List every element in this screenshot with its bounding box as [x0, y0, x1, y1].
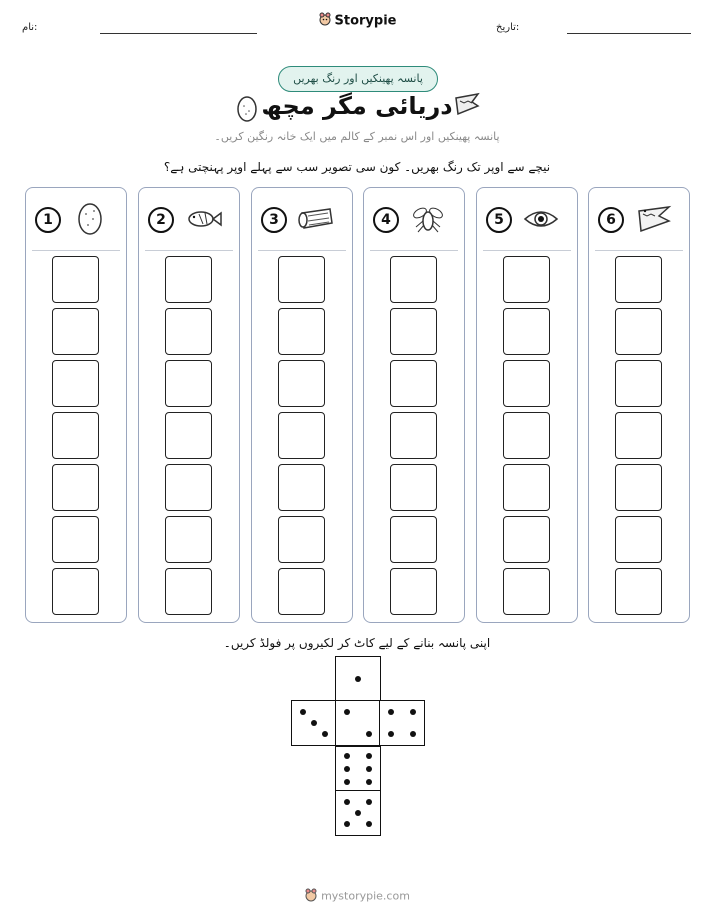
- column-divider: [483, 250, 571, 251]
- die-pip: [366, 731, 372, 737]
- color-box[interactable]: [52, 360, 99, 407]
- footer: [0, 888, 714, 905]
- die-pip: [366, 753, 372, 759]
- color-box[interactable]: [165, 308, 212, 355]
- column-3: [251, 187, 353, 623]
- die-pip: [410, 731, 416, 737]
- color-box[interactable]: [503, 256, 550, 303]
- die-pip: [311, 720, 317, 726]
- color-box[interactable]: [615, 360, 662, 407]
- die-pip: [355, 810, 361, 816]
- color-box[interactable]: [278, 360, 325, 407]
- color-box[interactable]: [52, 308, 99, 355]
- die-pip: [344, 799, 350, 805]
- log-icon: [296, 201, 336, 237]
- column-divider: [370, 250, 458, 251]
- brand-logo: [0, 12, 714, 30]
- die-pip: [344, 709, 350, 715]
- column-2: [138, 187, 240, 623]
- name-label: نام:: [22, 22, 38, 33]
- die-pip: [355, 676, 361, 682]
- die-face: [335, 656, 381, 702]
- color-box[interactable]: [615, 412, 662, 459]
- color-box[interactable]: [278, 308, 325, 355]
- fly-icon: [408, 201, 448, 237]
- color-box[interactable]: [278, 568, 325, 615]
- color-box[interactable]: [52, 256, 99, 303]
- column-divider: [145, 250, 233, 251]
- column-5: [476, 187, 578, 623]
- color-box[interactable]: [52, 568, 99, 615]
- column-4: [363, 187, 465, 623]
- column-number: 6: [598, 207, 624, 233]
- die-pip: [366, 779, 372, 785]
- column-number: 1: [35, 207, 61, 233]
- brand-name: Storypie: [334, 13, 397, 29]
- color-box[interactable]: [165, 360, 212, 407]
- column-number: 3: [261, 207, 287, 233]
- footer-site: mystorypie.com: [321, 889, 410, 903]
- die-pip: [344, 779, 350, 785]
- color-box[interactable]: [503, 360, 550, 407]
- color-box[interactable]: [390, 256, 437, 303]
- color-box[interactable]: [52, 412, 99, 459]
- die-cut-instruction: اپنی پانسہ بنانے کے لیے کاٹ کر لکیروں پر فولڈ کریں۔: [223, 636, 491, 650]
- color-box[interactable]: [615, 568, 662, 615]
- color-box[interactable]: [278, 412, 325, 459]
- column-1: [25, 187, 127, 623]
- color-box[interactable]: [165, 464, 212, 511]
- die-pip: [388, 709, 394, 715]
- page-title: دریائی مگر مچھ: [261, 92, 453, 120]
- die-pip: [388, 731, 394, 737]
- die-pip: [410, 709, 416, 715]
- color-box[interactable]: [165, 412, 212, 459]
- die-pip: [366, 821, 372, 827]
- die-face: [335, 746, 381, 792]
- color-box[interactable]: [278, 464, 325, 511]
- column-6: [588, 187, 690, 623]
- color-box[interactable]: [503, 412, 550, 459]
- color-box[interactable]: [503, 516, 550, 563]
- column-divider: [595, 250, 683, 251]
- date-line[interactable]: [567, 33, 691, 34]
- die-pip: [366, 766, 372, 772]
- die-face: [335, 790, 381, 836]
- die-pip: [344, 821, 350, 827]
- column-number: 5: [486, 207, 512, 233]
- color-box[interactable]: [615, 308, 662, 355]
- crocodile-head-icon: [633, 201, 673, 237]
- color-box[interactable]: [390, 308, 437, 355]
- color-box[interactable]: [615, 464, 662, 511]
- color-box[interactable]: [278, 516, 325, 563]
- color-box[interactable]: [615, 256, 662, 303]
- die-face: [379, 700, 425, 746]
- die-pip: [300, 709, 306, 715]
- color-box[interactable]: [503, 568, 550, 615]
- column-number: 4: [373, 207, 399, 233]
- color-box[interactable]: [52, 516, 99, 563]
- color-box[interactable]: [165, 516, 212, 563]
- storypie-mascot-icon: [304, 888, 318, 905]
- column-number: 2: [148, 207, 174, 233]
- color-box[interactable]: [52, 464, 99, 511]
- color-box[interactable]: [278, 256, 325, 303]
- color-box[interactable]: [390, 412, 437, 459]
- die-face: [335, 700, 381, 746]
- name-line[interactable]: [100, 33, 257, 34]
- color-box[interactable]: [165, 256, 212, 303]
- fish-icon: [183, 201, 223, 237]
- color-box[interactable]: [165, 568, 212, 615]
- color-box[interactable]: [503, 464, 550, 511]
- date-label: تاریخ:: [496, 22, 520, 33]
- color-box[interactable]: [615, 516, 662, 563]
- color-box[interactable]: [390, 360, 437, 407]
- column-divider: [258, 250, 346, 251]
- die-pip: [366, 799, 372, 805]
- color-box[interactable]: [503, 308, 550, 355]
- activity-pill: پانسہ پھینکیں اور رنگ بھریں: [278, 66, 438, 92]
- color-box[interactable]: [390, 568, 437, 615]
- crocodile-head-icon: [452, 90, 482, 124]
- die-pip: [344, 753, 350, 759]
- subtitle: پانسہ پھینکیں اور اس نمبر کے کالم میں ایک خانہ رنگین کریں۔: [214, 130, 500, 143]
- instruction-text: نیچے سے اوپر تک رنگ بھریں۔ کون سی تصویر سب سے پہلے اوپر پہنچتی ہے؟: [163, 160, 551, 174]
- die-pip: [344, 766, 350, 772]
- color-box[interactable]: [390, 516, 437, 563]
- storypie-mascot-icon: [318, 12, 332, 30]
- eye-icon: [521, 201, 561, 237]
- column-divider: [32, 250, 120, 251]
- color-box[interactable]: [390, 464, 437, 511]
- egg-icon: [70, 201, 110, 237]
- die-pip: [322, 731, 328, 737]
- die-face: [291, 700, 337, 746]
